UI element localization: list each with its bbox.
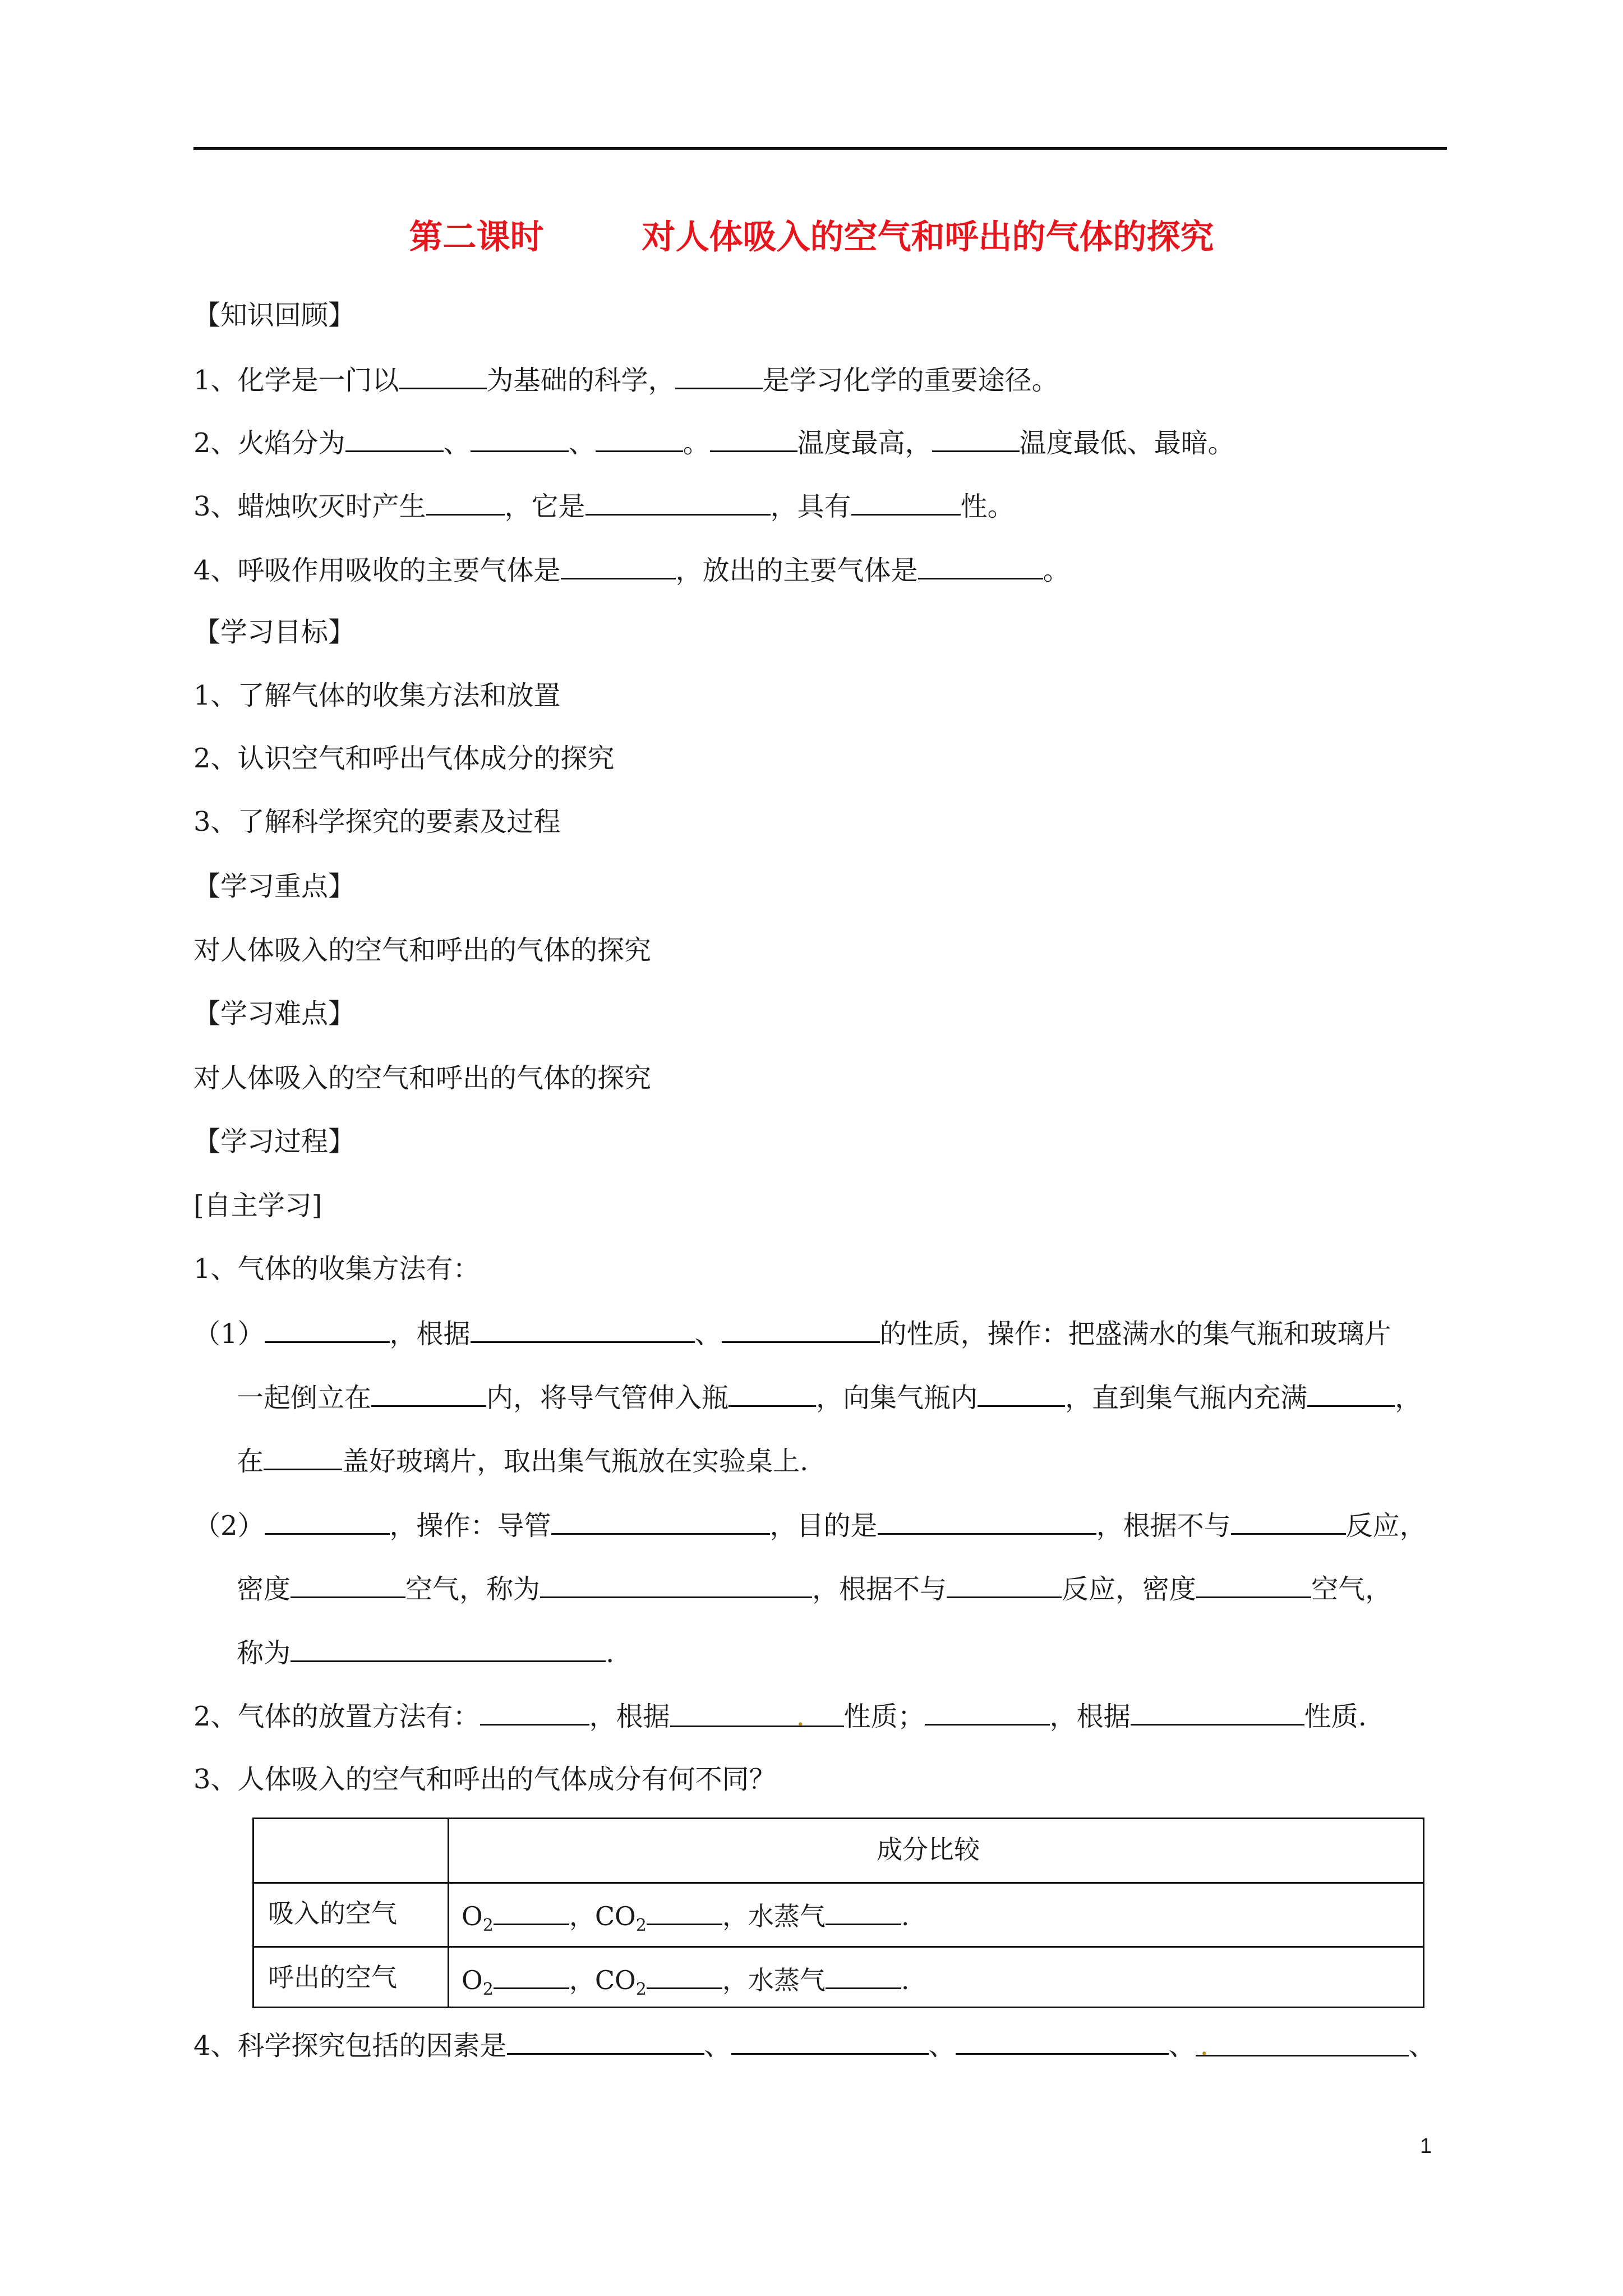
blank[interactable] [426,487,505,516]
blank[interactable] [585,487,771,516]
blank[interactable] [291,1570,405,1598]
table-row-content: $O_2$ ，$CO_2$ ，水蒸气 . [462,1897,909,1943]
blank[interactable] [596,424,683,452]
section-4: 4、科学探究包括的因素是 、 、 、 . 、 [193,2026,1436,2064]
blank[interactable] [291,1634,606,1662]
blank[interactable] [561,551,676,579]
page-title [0,210,1623,259]
self-study-label: [自主学习] [193,1190,322,1221]
review-heading: 【知识回顾】 [193,300,356,331]
blank[interactable] [925,1697,1050,1726]
section-1-lead: 1、气体的收集方法有： [193,1253,480,1285]
blank[interactable] [878,1506,1096,1535]
table-row-label: 吸入的空气 [268,1898,397,1929]
section-1-p1-line2: 一起倒立在 内，将导气管伸入瓶 ，向集气瓶内 ，直到集气瓶内充满 ， [237,1378,1422,1416]
blank[interactable] [932,424,1020,452]
blank[interactable] [1307,1378,1395,1407]
blank[interactable] [722,1314,880,1343]
table-header: 成分比较 [877,1834,980,1865]
table-row-label: 呼出的空气 [268,1962,397,1993]
table-row-divider [254,1946,1423,1948]
difficulty-heading: 【学习难点】 [193,998,356,1029]
blank[interactable] [551,1506,770,1535]
blank[interactable] [1196,1570,1311,1598]
review-q1: 1、化学是一门以 为基础的科学， 是学习化学的重要途径。 [193,361,1059,398]
table-row-content: $O_2$ ，$CO_2$ ，水蒸气 . [462,1961,909,2007]
review-q4: 4、呼吸作用吸收的主要气体是 ，放出的主要气体是 。 [193,551,1070,588]
blank[interactable] [540,1570,812,1598]
blank[interactable]: . [1196,2028,1409,2056]
section-1-p2-line2: 密度 空气，称为 ，根据不与 反应，密度 空气， [237,1570,1392,1607]
blank[interactable] [710,424,797,452]
blank[interactable] [265,1314,390,1343]
blank[interactable] [471,424,569,452]
blank[interactable] [264,1442,342,1470]
blank[interactable] [956,2026,1169,2055]
blank[interactable] [494,1897,569,1925]
blank[interactable] [480,1697,589,1726]
section-1-p1-line1: （1） ，根据 、 的性质，操作：把盛满水的集气瓶和玻璃片 [193,1314,1391,1352]
blank[interactable] [918,551,1043,579]
blank[interactable] [647,1897,722,1925]
blank[interactable] [728,1378,816,1407]
blank[interactable] [675,361,763,389]
comparison-table [252,1818,1424,2008]
goals-heading: 【学习目标】 [193,616,356,648]
header-rule [193,147,1447,150]
blank[interactable] [345,424,444,452]
review-q3: 3、蜡烛吹灭时产生 ，它是 ，具有 性。 [193,487,1015,524]
blank[interactable] [265,1506,390,1535]
blank[interactable] [947,1570,1062,1598]
goal-item: 3、了解科学探究的要素及过程 [193,806,561,838]
key-point-heading: 【学习重点】 [193,871,356,902]
section-1-p2-line3: 称为 . [237,1634,614,1671]
review-q2: 2、火焰分为 、 、 。 温度最高， 温度最低、最暗。 [193,424,1235,461]
section-2: 2、气体的放置方法有： ，根据 . 性质； ，根据 性质. [193,1697,1367,1734]
blank[interactable] [826,1897,901,1925]
table-row-divider [254,1882,1423,1884]
blank[interactable] [1131,1697,1304,1726]
blank[interactable] [371,1378,486,1407]
blank[interactable] [494,1961,569,1989]
goal-item: 2、认识空气和呼出气体成分的探究 [193,743,615,774]
blank[interactable] [399,361,487,389]
title-part1: 第二课时 [409,218,544,257]
blank[interactable]: . [670,1699,844,1727]
blank[interactable] [1231,1506,1346,1535]
blank[interactable] [826,1961,901,1989]
table-divider [448,1819,449,2007]
page-number: 1 [1420,2134,1432,2158]
blank[interactable] [471,1314,695,1343]
blank[interactable] [507,2026,704,2055]
title-part2: 对人体吸入的空气和呼出的气体的探究 [642,218,1214,257]
section-1-p1-line3: 在 盖好玻璃片，取出集气瓶放在实验桌上. [237,1442,808,1479]
blank[interactable] [978,1378,1065,1407]
section-1-p2-line1: （2） ，操作：导管 ，目的是 ，根据不与 反应， [193,1506,1427,1544]
blank[interactable] [851,487,961,516]
difficulty-text: 对人体吸入的空气和呼出的气体的探究 [193,1062,652,1094]
blank[interactable] [647,1961,722,1989]
goal-item: 1、了解气体的收集方法和放置 [193,680,561,711]
key-point-text: 对人体吸入的空气和呼出的气体的探究 [193,935,652,966]
section-3-lead: 3、人体吸入的空气和呼出的气体成分有何不同？ [193,1764,776,1795]
process-heading: 【学习过程】 [193,1126,356,1157]
blank[interactable] [731,2026,929,2055]
